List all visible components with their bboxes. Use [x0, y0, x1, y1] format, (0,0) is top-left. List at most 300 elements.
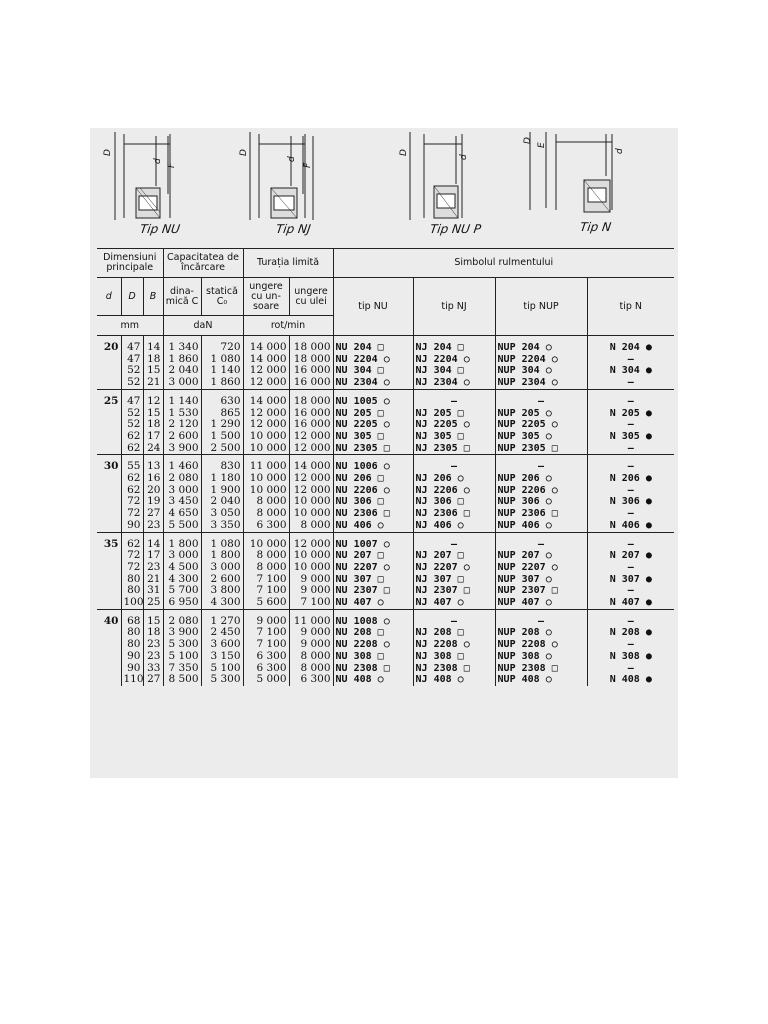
- bore-diameter-cell: [97, 431, 121, 443]
- dim-label: d: [459, 154, 469, 160]
- symbol-n-cell: —: [587, 443, 674, 455]
- dynamic-load-cell: 2 080: [163, 616, 201, 628]
- static-load-cell: 1 500: [201, 431, 243, 443]
- symbol-nup-cell: NUP 2206 ○: [495, 485, 587, 497]
- outer-diameter-cell: 55: [121, 461, 143, 473]
- oil-speed-cell: 8 000: [289, 663, 333, 675]
- dynamic-load-cell: 8 500: [163, 674, 201, 686]
- static-load-cell: 3 000: [201, 562, 243, 574]
- symbol-nj-cell: NJ 205 □: [413, 408, 495, 420]
- grease-speed-cell: 10 000: [243, 539, 289, 551]
- bore-diameter-cell: [97, 585, 121, 597]
- oil-speed-cell: 18 000: [289, 396, 333, 408]
- symbol-nj-cell: NJ 2206 ○: [413, 485, 495, 497]
- table-row: [97, 431, 674, 443]
- dynamic-load-cell: 5 300: [163, 639, 201, 651]
- oil-speed-cell: 11 000: [289, 616, 333, 628]
- symbol-nu-cell: NU 1008 ○: [333, 616, 413, 628]
- symbol-nj-cell: NJ 207 □: [413, 550, 495, 562]
- static-load-cell: 865: [201, 408, 243, 420]
- static-load-cell: 2 600: [201, 574, 243, 586]
- bore-diameter-cell: [97, 365, 121, 377]
- bore-diameter-cell: [97, 419, 121, 431]
- symbol-n-cell: N 307 ●: [587, 574, 674, 586]
- symbol-nup-cell: NUP 306 ○: [495, 496, 587, 508]
- table-row: [97, 443, 674, 455]
- outer-diameter-cell: 80: [121, 574, 143, 586]
- symbol-nup-cell: NUP 205 ○: [495, 408, 587, 420]
- symbol-n-cell: —: [587, 663, 674, 675]
- symbol-nu-cell: NU 408 ○: [333, 674, 413, 686]
- outer-diameter-cell: 62: [121, 473, 143, 485]
- static-load-cell: 2 040: [201, 496, 243, 508]
- symbol-nj-cell: NJ 408 ○: [413, 674, 495, 686]
- dim-label: D: [523, 137, 533, 144]
- width-cell: 23: [143, 562, 163, 574]
- symbol-nj-cell: NJ 307 □: [413, 574, 495, 586]
- symbol-nup-cell: NUP 304 ○: [495, 365, 587, 377]
- symbol-nj-cell: NJ 2306 □: [413, 508, 495, 520]
- symbol-n-cell: —: [587, 539, 674, 551]
- symbol-n-cell: —: [587, 616, 674, 628]
- symbol-n-cell: —: [587, 639, 674, 651]
- width-cell: 27: [143, 674, 163, 686]
- oil-speed-cell: 12 000: [289, 473, 333, 485]
- symbol-nj-cell: —: [413, 616, 495, 628]
- outer-diameter-cell: 47: [121, 396, 143, 408]
- header-speed: Turația limită: [243, 249, 333, 278]
- grease-speed-cell: 7 100: [243, 627, 289, 639]
- symbol-nup-cell: NUP 2204 ○: [495, 354, 587, 366]
- table-row: [97, 473, 674, 485]
- symbol-n-cell: —: [587, 562, 674, 574]
- outer-diameter-cell: 62: [121, 485, 143, 497]
- bore-diameter-cell: [97, 627, 121, 639]
- symbol-n-cell: N 308 ●: [587, 651, 674, 663]
- bore-diameter-cell: [97, 443, 121, 455]
- width-cell: 17: [143, 431, 163, 443]
- symbol-nj-cell: NJ 2208 ○: [413, 639, 495, 651]
- static-load-cell: 3 150: [201, 651, 243, 663]
- symbol-nup-cell: NUP 406 ○: [495, 520, 587, 532]
- dynamic-load-cell: 1 530: [163, 408, 201, 420]
- bore-diameter-cell: [97, 663, 121, 675]
- width-cell: 14: [143, 539, 163, 551]
- symbol-nj-cell: NJ 204 □: [413, 342, 495, 354]
- width-cell: 14: [143, 342, 163, 354]
- symbol-nup-cell: NUP 2208 ○: [495, 639, 587, 651]
- outer-diameter-cell: 110: [121, 674, 143, 686]
- dynamic-load-cell: 4 650: [163, 508, 201, 520]
- bore-diameter-cell: 30: [103, 460, 119, 473]
- static-load-cell: 1 080: [201, 539, 243, 551]
- header-dimensions: Dimensiuni principale: [97, 249, 163, 278]
- static-load-cell: 1 860: [201, 377, 243, 389]
- width-cell: 23: [143, 639, 163, 651]
- header-col-nup: tip NUP: [495, 278, 587, 336]
- grease-speed-cell: 8 000: [243, 496, 289, 508]
- width-cell: 12: [143, 396, 163, 408]
- grease-speed-cell: 10 000: [243, 473, 289, 485]
- symbol-nup-cell: NUP 2207 ○: [495, 562, 587, 574]
- symbol-n-cell: —: [587, 461, 674, 473]
- bore-diameter-cell: [97, 377, 121, 389]
- header-col-dynamic: dina- mică C: [163, 278, 201, 316]
- symbol-nu-cell: NU 407 ○: [333, 597, 413, 609]
- width-cell: 13: [143, 461, 163, 473]
- symbol-nj-cell: NJ 306 □: [413, 496, 495, 508]
- outer-diameter-cell: 52: [121, 365, 143, 377]
- width-cell: 15: [143, 616, 163, 628]
- static-load-cell: 1 080: [201, 354, 243, 366]
- dynamic-load-cell: 3 900: [163, 627, 201, 639]
- symbol-nu-cell: NU 1005 ○: [333, 396, 413, 408]
- symbol-n-cell: N 406 ●: [587, 520, 674, 532]
- symbol-nu-cell: NU 2207 ○: [333, 562, 413, 574]
- header-col-oil: ungere cu ulei: [289, 278, 333, 316]
- symbol-n-cell: N 306 ●: [587, 496, 674, 508]
- symbol-n-cell: —: [587, 396, 674, 408]
- grease-speed-cell: 7 100: [243, 639, 289, 651]
- symbol-nj-cell: NJ 2307 □: [413, 585, 495, 597]
- outer-diameter-cell: 72: [121, 562, 143, 574]
- dim-label: D: [399, 149, 409, 156]
- static-load-cell: 3 050: [201, 508, 243, 520]
- dynamic-load-cell: 4 300: [163, 574, 201, 586]
- symbol-nu-cell: NU 2204 ○: [333, 354, 413, 366]
- static-load-cell: 1 140: [201, 365, 243, 377]
- symbol-nu-cell: NU 2206 ○: [333, 485, 413, 497]
- bore-diameter-cell: 25: [103, 394, 119, 407]
- symbol-nu-cell: NU 1007 ○: [333, 539, 413, 551]
- symbol-n-cell: N 205 ●: [587, 408, 674, 420]
- header-col-nu: tip NU: [333, 278, 413, 336]
- drawing-label-nu: Tip NU: [139, 222, 181, 236]
- dynamic-load-cell: 7 350: [163, 663, 201, 675]
- outer-diameter-cell: 90: [121, 520, 143, 532]
- bore-diameter-cell: [97, 485, 121, 497]
- grease-speed-cell: 5 600: [243, 597, 289, 609]
- bearing-table: [97, 248, 674, 686]
- dim-label: d: [287, 156, 297, 162]
- static-load-cell: 3 350: [201, 520, 243, 532]
- table-row: [97, 674, 674, 686]
- dim-label: D: [239, 149, 249, 156]
- outer-diameter-cell: 52: [121, 419, 143, 431]
- width-cell: 27: [143, 508, 163, 520]
- symbol-nu-cell: NU 205 □: [333, 408, 413, 420]
- bore-diameter-cell: 40: [103, 614, 119, 627]
- symbol-nup-cell: NUP 204 ○: [495, 342, 587, 354]
- dynamic-load-cell: 5 500: [163, 520, 201, 532]
- width-cell: 15: [143, 408, 163, 420]
- table-row: [97, 597, 674, 609]
- unit-rot: rot/min: [243, 316, 333, 336]
- dynamic-load-cell: 4 500: [163, 562, 201, 574]
- oil-speed-cell: 14 000: [289, 461, 333, 473]
- oil-speed-cell: 16 000: [289, 419, 333, 431]
- symbol-nup-cell: NUP 308 ○: [495, 651, 587, 663]
- unit-mm: mm: [120, 319, 139, 331]
- oil-speed-cell: 7 100: [289, 597, 333, 609]
- dynamic-load-cell: 1 460: [163, 461, 201, 473]
- symbol-n-cell: N 305 ●: [587, 431, 674, 443]
- symbol-nup-cell: NUP 2308 □: [495, 663, 587, 675]
- dynamic-load-cell: 5 100: [163, 651, 201, 663]
- outer-diameter-cell: 52: [121, 377, 143, 389]
- width-cell: 16: [143, 473, 163, 485]
- symbol-nup-cell: —: [495, 539, 587, 551]
- symbol-nj-cell: NJ 304 □: [413, 365, 495, 377]
- symbol-nu-cell: NU 406 ○: [333, 520, 413, 532]
- symbol-nj-cell: NJ 206 ○: [413, 473, 495, 485]
- symbol-n-cell: —: [587, 354, 674, 366]
- width-cell: 15: [143, 365, 163, 377]
- outer-diameter-cell: 90: [121, 651, 143, 663]
- dim-label: d: [153, 158, 163, 164]
- grease-speed-cell: 10 000: [243, 485, 289, 497]
- symbol-nj-cell: NJ 308 □: [413, 651, 495, 663]
- oil-speed-cell: 9 000: [289, 627, 333, 639]
- outer-diameter-cell: 100: [121, 597, 143, 609]
- symbol-nu-cell: NU 2205 ○: [333, 419, 413, 431]
- outer-diameter-cell: 72: [121, 550, 143, 562]
- bore-diameter-cell: [97, 639, 121, 651]
- header-col-nj: tip NJ: [413, 278, 495, 336]
- bore-diameter-cell: [97, 520, 121, 532]
- grease-speed-cell: 10 000: [243, 431, 289, 443]
- static-load-cell: 4 300: [201, 597, 243, 609]
- dim-label: F: [303, 162, 313, 168]
- bore-diameter-cell: [97, 473, 121, 485]
- symbol-nup-cell: NUP 2205 ○: [495, 419, 587, 431]
- width-cell: 21: [143, 377, 163, 389]
- oil-speed-cell: 9 000: [289, 639, 333, 651]
- static-load-cell: 1 900: [201, 485, 243, 497]
- oil-speed-cell: 8 000: [289, 520, 333, 532]
- symbol-nu-cell: NU 2307 □: [333, 585, 413, 597]
- outer-diameter-cell: 80: [121, 585, 143, 597]
- dynamic-load-cell: 2 080: [163, 473, 201, 485]
- symbol-n-cell: N 206 ●: [587, 473, 674, 485]
- dynamic-load-cell: 1 140: [163, 396, 201, 408]
- static-load-cell: 3 800: [201, 585, 243, 597]
- oil-speed-cell: 6 300: [289, 674, 333, 686]
- symbol-nj-cell: NJ 2304 ○: [413, 377, 495, 389]
- oil-speed-cell: 12 000: [289, 539, 333, 551]
- header-col-B: B: [143, 278, 163, 316]
- dynamic-load-cell: 2 040: [163, 365, 201, 377]
- grease-speed-cell: 8 000: [243, 562, 289, 574]
- static-load-cell: 830: [201, 461, 243, 473]
- symbol-nu-cell: NU 305 □: [333, 431, 413, 443]
- grease-speed-cell: 12 000: [243, 377, 289, 389]
- oil-speed-cell: 18 000: [289, 354, 333, 366]
- symbol-nu-cell: NU 206 □: [333, 473, 413, 485]
- symbol-nup-cell: NUP 408 ○: [495, 674, 587, 686]
- oil-speed-cell: 10 000: [289, 508, 333, 520]
- outer-diameter-cell: 80: [121, 627, 143, 639]
- oil-speed-cell: 8 000: [289, 651, 333, 663]
- grease-speed-cell: 6 300: [243, 520, 289, 532]
- symbol-n-cell: N 407 ●: [587, 597, 674, 609]
- symbol-nj-cell: NJ 2305 □: [413, 443, 495, 455]
- static-load-cell: 2 450: [201, 627, 243, 639]
- symbol-nj-cell: —: [413, 396, 495, 408]
- unit-dan: daN: [163, 316, 243, 336]
- symbol-nu-cell: NU 204 □: [333, 342, 413, 354]
- symbol-n-cell: N 207 ●: [587, 550, 674, 562]
- oil-speed-cell: 16 000: [289, 408, 333, 420]
- symbol-n-cell: —: [587, 485, 674, 497]
- grease-speed-cell: 10 000: [243, 443, 289, 455]
- static-load-cell: 630: [201, 396, 243, 408]
- grease-speed-cell: 8 000: [243, 550, 289, 562]
- outer-diameter-cell: 52: [121, 408, 143, 420]
- static-load-cell: 1 290: [201, 419, 243, 431]
- dynamic-load-cell: 2 600: [163, 431, 201, 443]
- symbol-nu-cell: NU 2208 ○: [333, 639, 413, 651]
- symbol-n-cell: N 304 ●: [587, 365, 674, 377]
- symbol-nj-cell: NJ 2308 □: [413, 663, 495, 675]
- symbol-nup-cell: —: [495, 396, 587, 408]
- width-cell: 24: [143, 443, 163, 455]
- outer-diameter-cell: 90: [121, 663, 143, 675]
- dynamic-load-cell: 3 900: [163, 443, 201, 455]
- static-load-cell: 3 600: [201, 639, 243, 651]
- symbol-nj-cell: NJ 208 □: [413, 627, 495, 639]
- oil-speed-cell: 18 000: [289, 342, 333, 354]
- drawing-label-nup: Tip NU P: [429, 222, 482, 236]
- dynamic-load-cell: 3 000: [163, 377, 201, 389]
- symbol-nup-cell: NUP 2304 ○: [495, 377, 587, 389]
- grease-speed-cell: 12 000: [243, 408, 289, 420]
- symbol-n-cell: N 208 ●: [587, 627, 674, 639]
- dynamic-load-cell: 2 120: [163, 419, 201, 431]
- header-col-d: d: [97, 278, 121, 316]
- symbol-n-cell: —: [587, 419, 674, 431]
- symbol-nj-cell: NJ 2205 ○: [413, 419, 495, 431]
- width-cell: 25: [143, 597, 163, 609]
- symbol-nu-cell: NU 308 □: [333, 651, 413, 663]
- grease-speed-cell: 7 100: [243, 574, 289, 586]
- symbol-nup-cell: —: [495, 461, 587, 473]
- width-cell: 18: [143, 354, 163, 366]
- dim-label: F: [167, 162, 177, 168]
- dynamic-load-cell: 5 700: [163, 585, 201, 597]
- static-load-cell: 5 100: [201, 663, 243, 675]
- width-cell: 19: [143, 496, 163, 508]
- oil-speed-cell: 16 000: [289, 365, 333, 377]
- grease-speed-cell: 6 300: [243, 663, 289, 675]
- header-col-grease: ungere cu un- soare: [243, 278, 289, 316]
- dim-label: d: [615, 148, 625, 154]
- grease-speed-cell: 9 000: [243, 616, 289, 628]
- symbol-nup-cell: NUP 305 ○: [495, 431, 587, 443]
- symbol-nu-cell: NU 1006 ○: [333, 461, 413, 473]
- bore-diameter-cell: [97, 562, 121, 574]
- header-col-n: tip N: [587, 278, 674, 336]
- grease-speed-cell: 14 000: [243, 354, 289, 366]
- bore-diameter-cell: [97, 651, 121, 663]
- table-row: [97, 520, 674, 532]
- drawing-label-nj: Tip NJ: [275, 222, 312, 236]
- outer-diameter-cell: 62: [121, 443, 143, 455]
- symbol-nj-cell: NJ 407 ○: [413, 597, 495, 609]
- symbol-nj-cell: NJ 406 ○: [413, 520, 495, 532]
- symbol-nu-cell: NU 2306 □: [333, 508, 413, 520]
- grease-speed-cell: 8 000: [243, 508, 289, 520]
- symbol-nj-cell: NJ 2207 ○: [413, 562, 495, 574]
- dynamic-load-cell: 1 340: [163, 342, 201, 354]
- bore-diameter-cell: [97, 674, 121, 686]
- static-load-cell: 1 800: [201, 550, 243, 562]
- grease-speed-cell: 12 000: [243, 419, 289, 431]
- outer-diameter-cell: 62: [121, 539, 143, 551]
- symbol-nu-cell: NU 2304 ○: [333, 377, 413, 389]
- table-row: [97, 377, 674, 389]
- width-cell: 33: [143, 663, 163, 675]
- symbol-nu-cell: NU 207 □: [333, 550, 413, 562]
- scanned-page: [90, 128, 678, 778]
- symbol-n-cell: —: [587, 508, 674, 520]
- outer-diameter-cell: 68: [121, 616, 143, 628]
- dim-label: E: [537, 142, 547, 148]
- bore-diameter-cell: [97, 597, 121, 609]
- symbol-nup-cell: NUP 2305 □: [495, 443, 587, 455]
- header-col-D: D: [121, 278, 143, 316]
- symbol-n-cell: —: [587, 377, 674, 389]
- symbol-n-cell: N 204 ●: [587, 342, 674, 354]
- dynamic-load-cell: 3 000: [163, 485, 201, 497]
- static-load-cell: 1 180: [201, 473, 243, 485]
- oil-speed-cell: 9 000: [289, 574, 333, 586]
- outer-diameter-cell: 80: [121, 639, 143, 651]
- static-load-cell: 720: [201, 342, 243, 354]
- oil-speed-cell: 16 000: [289, 377, 333, 389]
- static-load-cell: 1 270: [201, 616, 243, 628]
- oil-speed-cell: 10 000: [289, 496, 333, 508]
- grease-speed-cell: 12 000: [243, 365, 289, 377]
- static-load-cell: 2 500: [201, 443, 243, 455]
- outer-diameter-cell: 62: [121, 431, 143, 443]
- symbol-nj-cell: —: [413, 461, 495, 473]
- symbol-nup-cell: —: [495, 616, 587, 628]
- oil-speed-cell: 10 000: [289, 550, 333, 562]
- symbol-nu-cell: NU 304 □: [333, 365, 413, 377]
- table-row: [97, 562, 674, 574]
- symbol-n-cell: N 408 ●: [587, 674, 674, 686]
- table-row: [97, 651, 674, 663]
- outer-diameter-cell: 72: [121, 496, 143, 508]
- grease-speed-cell: 7 100: [243, 585, 289, 597]
- dynamic-load-cell: 1 860: [163, 354, 201, 366]
- symbol-nj-cell: NJ 305 □: [413, 431, 495, 443]
- bore-diameter-cell: [97, 354, 121, 366]
- symbol-nj-cell: NJ 2204 ○: [413, 354, 495, 366]
- symbol-nu-cell: NU 306 □: [333, 496, 413, 508]
- oil-speed-cell: 9 000: [289, 585, 333, 597]
- outer-diameter-cell: 47: [121, 354, 143, 366]
- symbol-nu-cell: NU 2305 □: [333, 443, 413, 455]
- grease-speed-cell: 5 000: [243, 674, 289, 686]
- header-capacity: Capacitatea de încărcare: [163, 249, 243, 278]
- table-row: [97, 396, 674, 408]
- grease-speed-cell: 6 300: [243, 651, 289, 663]
- header-symbol: Simbolul rulmentului: [333, 249, 674, 278]
- dynamic-load-cell: 3 450: [163, 496, 201, 508]
- drawing-label-n: Tip N: [579, 220, 613, 234]
